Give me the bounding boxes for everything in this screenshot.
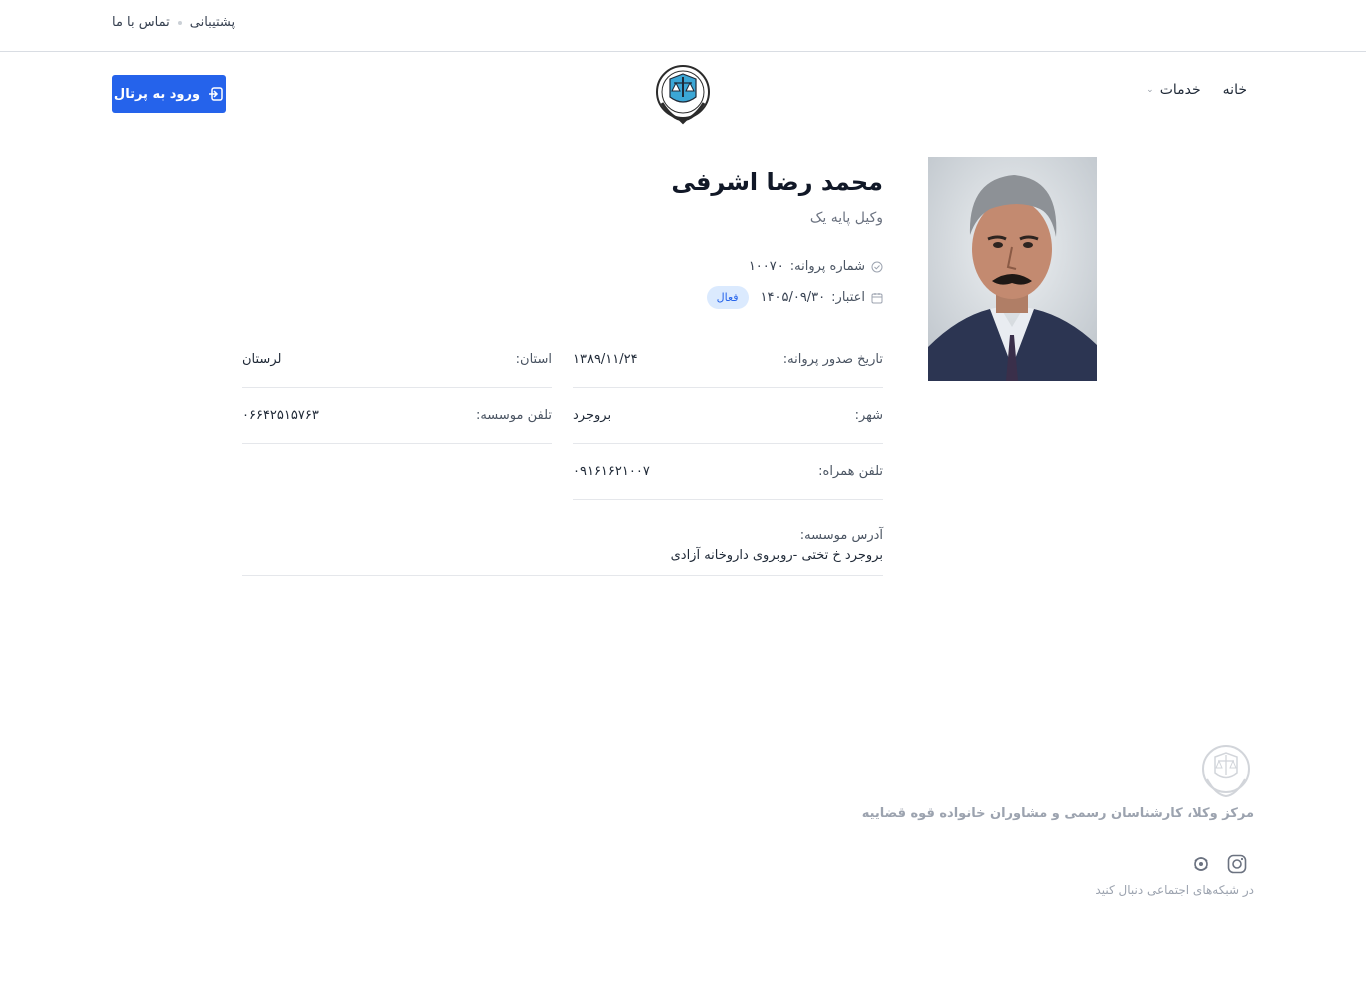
- nav-home[interactable]: [1223, 82, 1247, 98]
- city-value: بروجرد: [573, 408, 612, 423]
- mobile-label: تلفن همراه:: [818, 464, 883, 479]
- address-value: بروجرد خ تختی -روبروی داروخانه آزادی: [670, 548, 883, 563]
- status-badge: فعال: [707, 286, 749, 309]
- nav-services-label: خدمات: [1159, 82, 1201, 98]
- validity-label: اعتبار:: [831, 290, 865, 305]
- address-field: [242, 520, 883, 576]
- portal-login-label: ورود به پرتال: [113, 86, 201, 102]
- validity-row: [707, 286, 883, 309]
- portal-login-button[interactable]: [112, 75, 226, 113]
- link-separator: [178, 21, 182, 25]
- nav-home-label: خانه: [1222, 82, 1247, 98]
- lawyer-photo: [928, 157, 1097, 381]
- issue-date-label: تاریخ صدور پروانه:: [782, 352, 883, 367]
- login-icon: [208, 86, 224, 102]
- support-link[interactable]: پشتیبانی: [189, 15, 236, 30]
- city-field: [573, 388, 883, 444]
- office-phone-label: تلفن موسسه:: [475, 408, 552, 423]
- lawyer-rank: وکیل پایه یک: [809, 210, 883, 226]
- main-nav: [1146, 82, 1247, 98]
- province-field: [242, 332, 552, 388]
- office-phone-value[interactable]: ۰۶۶۴۲۵۱۵۷۶۳: [242, 408, 319, 423]
- province-value: لرستان: [242, 352, 282, 367]
- office-phone-field: [242, 388, 552, 444]
- footer-follow-text: در شبکه‌های اجتماعی دنبال کنید: [1095, 883, 1254, 897]
- contact-link[interactable]: تماس با ما: [112, 15, 170, 30]
- city-label: شهر:: [854, 408, 883, 423]
- issue-date-field: [573, 332, 883, 388]
- lawyer-name: محمد رضا اشرفی: [671, 168, 883, 196]
- address-label: آدرس موسسه:: [799, 528, 883, 543]
- mobile-field: [573, 444, 883, 500]
- license-value: ۱۰۰۷۰: [748, 259, 784, 274]
- issue-date-value: ۱۳۸۹/۱۱/۲۴: [573, 352, 638, 367]
- calendar-icon: [871, 292, 883, 304]
- nav-services[interactable]: [1146, 82, 1201, 98]
- footer-logo: [1198, 743, 1254, 799]
- top-links: [112, 15, 235, 30]
- judiciary-logo[interactable]: [652, 63, 714, 125]
- eitaa-icon[interactable]: [1190, 853, 1212, 875]
- check-circle-icon: [871, 261, 883, 273]
- validity-value: ۱۴۰۵/۰۹/۳۰: [760, 290, 826, 305]
- province-label: استان:: [515, 352, 552, 367]
- footer-title: مرکز وکلا، کارشناسان رسمی و مشاوران خانواده قوه قضاییه: [861, 806, 1254, 821]
- license-row: [749, 259, 883, 274]
- license-label: شماره پروانه:: [789, 259, 865, 274]
- social-links: [1190, 853, 1248, 875]
- mobile-value[interactable]: ۰۹۱۶۱۶۲۱۰۰۷: [573, 464, 650, 479]
- top-bar: [0, 0, 1366, 52]
- instagram-icon[interactable]: [1226, 853, 1248, 875]
- chevron-down-icon: ⌄: [1146, 85, 1154, 95]
